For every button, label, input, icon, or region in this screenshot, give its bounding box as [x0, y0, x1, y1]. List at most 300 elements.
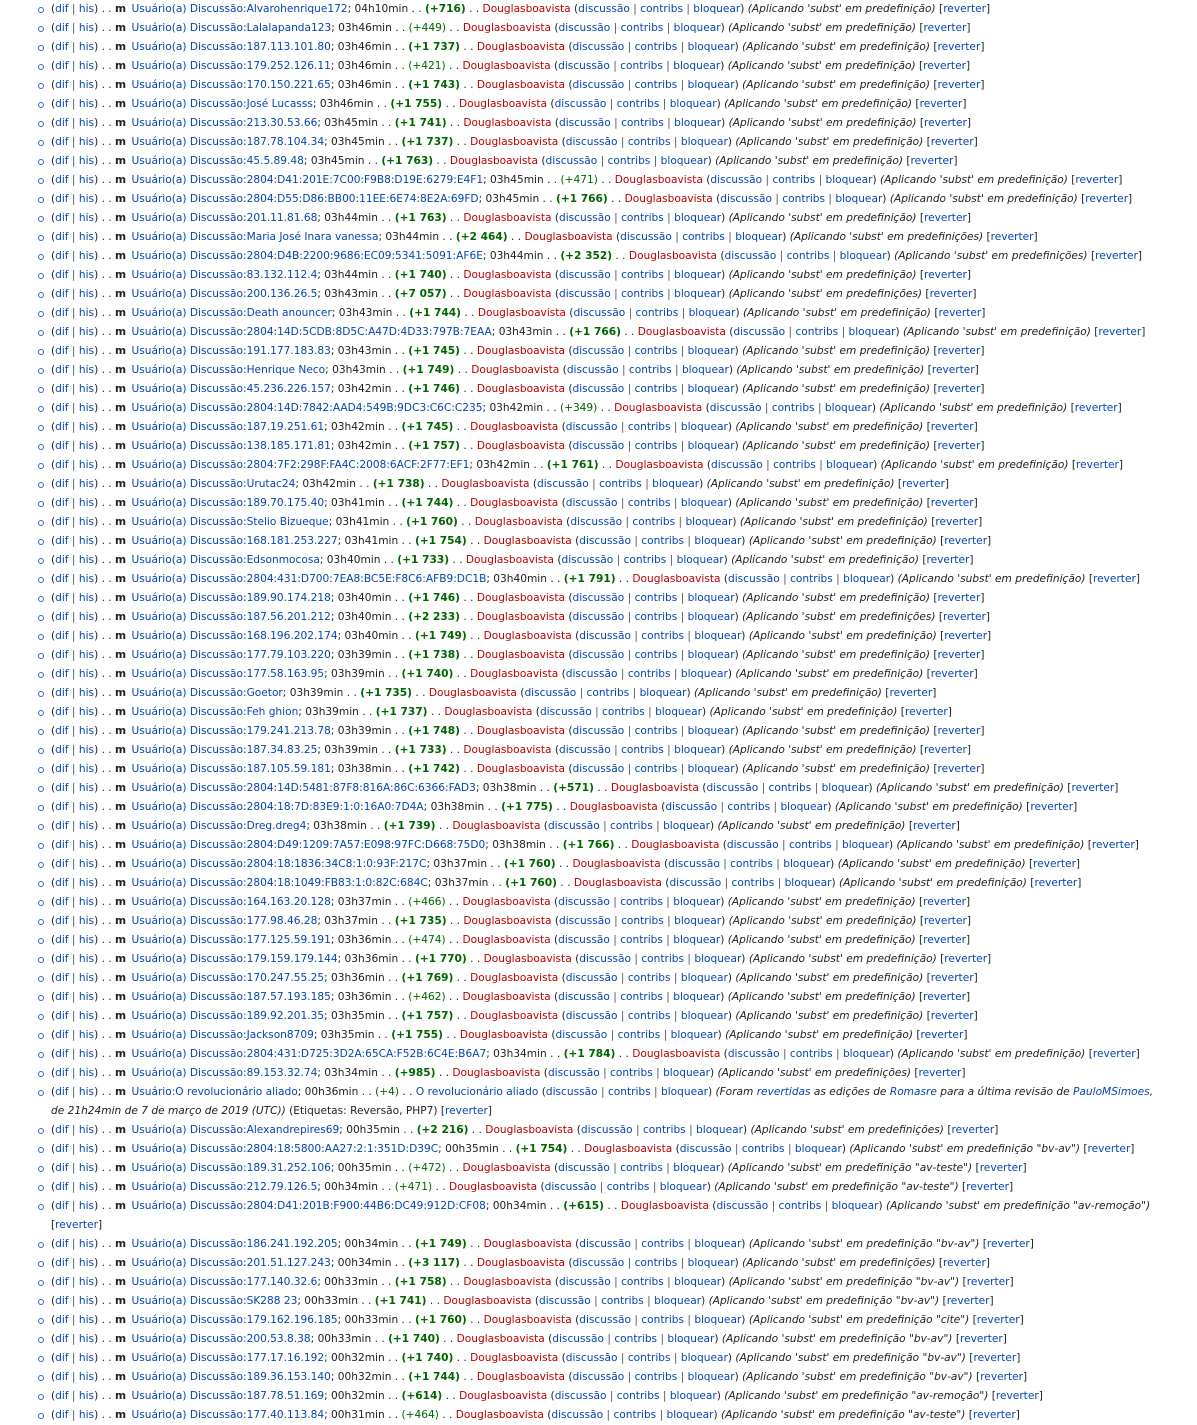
page-link[interactable]: Usuário(a) Discussão:SK288 23 [131, 1295, 298, 1307]
page-link[interactable]: Usuário(a) Discussão:189.70.175.40 [131, 497, 325, 509]
user-link[interactable]: Douglasboavista [573, 877, 662, 889]
revert-link[interactable]: reverter [937, 41, 981, 53]
user-contribs-link[interactable]: contribs [627, 136, 671, 148]
block-user-link[interactable]: bloquear [669, 98, 717, 110]
revert-link[interactable]: reverter [1093, 573, 1136, 585]
user-contribs-link[interactable]: contribs [628, 364, 672, 376]
user-link[interactable]: Douglasboavista [456, 1333, 545, 1345]
user-link[interactable]: Douglasboavista [624, 193, 713, 205]
page-link[interactable]: Usuário(a) Discussão:189.36.153.140 [131, 1371, 331, 1383]
diff-link[interactable]: dif [55, 1067, 69, 1079]
user-contribs-link[interactable]: contribs [795, 326, 839, 338]
block-user-link[interactable]: bloquear [821, 782, 869, 794]
diff-link[interactable]: dif [55, 725, 69, 737]
block-user-link[interactable]: bloquear [669, 1390, 717, 1402]
page-link[interactable]: Usuário(a) Discussão:187.56.201.212 [131, 611, 331, 623]
diff-link[interactable]: dif [55, 250, 69, 262]
history-link[interactable]: his [78, 1409, 95, 1421]
block-user-link[interactable]: bloquear [694, 1238, 742, 1250]
page-link[interactable]: Usuário(a) Discussão:Stelio Bizueque [131, 516, 329, 528]
user-contribs-link[interactable]: contribs [634, 345, 678, 357]
history-link[interactable]: his [78, 421, 95, 433]
block-user-link[interactable]: bloquear [673, 60, 721, 72]
user-contribs-link[interactable]: contribs [772, 174, 816, 186]
user-talk-link[interactable]: discussão [561, 554, 614, 566]
history-link[interactable]: his [78, 554, 95, 566]
page-link[interactable]: Usuário(a) Discussão:201.11.81.68 [131, 212, 318, 224]
user-talk-link[interactable]: discussão [733, 326, 786, 338]
user-talk-link[interactable]: discussão [565, 1352, 618, 1364]
history-link[interactable]: his [78, 649, 95, 661]
block-user-link[interactable]: bloquear [673, 1162, 721, 1174]
user-talk-link[interactable]: discussão [554, 1390, 607, 1402]
diff-link[interactable]: dif [55, 421, 69, 433]
user-contribs-link[interactable]: contribs [789, 1048, 833, 1060]
page-link[interactable]: Usuário(a) Discussão:2804:D49:1209:7A57:E098:97FC:D668:75D0 [131, 839, 486, 851]
revert-link[interactable]: reverter [1092, 1048, 1136, 1060]
user-link[interactable]: Douglasboavista [452, 1067, 541, 1079]
user-link[interactable]: Douglasboavista [459, 1390, 548, 1402]
user-talk-link[interactable]: discussão [565, 136, 618, 148]
revert-link[interactable]: reverter [937, 79, 981, 91]
history-link[interactable]: his [78, 269, 95, 281]
user-talk-link[interactable]: discussão [728, 573, 780, 585]
user-link[interactable]: Douglasboavista [483, 953, 572, 965]
diff-link[interactable]: dif [55, 1390, 69, 1402]
diff-link[interactable]: dif [55, 497, 69, 509]
user-talk-link[interactable]: discussão [580, 1124, 633, 1136]
user-link[interactable]: Douglasboavista [476, 649, 565, 661]
page-link[interactable]: Usuário(a) Discussão:2804:18:5800:AA27:2:1:351D:D39C [131, 1143, 439, 1155]
page-link[interactable]: Usuário(a) Discussão:168.181.253.227 [131, 535, 338, 547]
page-link[interactable]: Usuário(a) Discussão:2804:18:7D:83E9:1:0:16A0:7D4A [131, 801, 424, 813]
diff-link[interactable]: dif [55, 1238, 69, 1250]
history-link[interactable]: his [78, 288, 95, 300]
diff-link[interactable]: dif [55, 79, 69, 91]
user-talk-link[interactable]: discussão [559, 117, 611, 129]
page-link[interactable]: Usuário(a) Discussão:Henrique Neco [131, 364, 326, 376]
user-contribs-link[interactable]: contribs [641, 953, 685, 965]
diff-link[interactable]: dif [55, 307, 69, 319]
revert-link[interactable]: reverter [924, 117, 967, 129]
history-link[interactable]: his [78, 155, 95, 167]
block-user-link[interactable]: bloquear [824, 402, 872, 414]
user-talk-link[interactable]: discussão [558, 991, 610, 1003]
user-talk-link[interactable]: discussão [559, 915, 611, 927]
user-link[interactable]: Douglasboavista [483, 1314, 572, 1326]
block-user-link[interactable]: bloquear [687, 1371, 735, 1383]
revert-link[interactable]: reverter [937, 345, 981, 357]
revert-link[interactable]: reverter [920, 1029, 964, 1041]
user-contribs-link[interactable]: contribs [613, 1409, 657, 1421]
page-link[interactable]: Usuário(a) Discussão:2804:D4B:2200:9686:EC09:5341:5091:AF6E [131, 250, 483, 262]
block-user-link[interactable]: bloquear [826, 459, 874, 471]
history-link[interactable]: his [78, 478, 95, 490]
user-link[interactable]: Douglasboavista [476, 763, 565, 775]
page-link[interactable]: Usuário(a) Discussão:179.241.213.78 [131, 725, 331, 737]
diff-link[interactable]: dif [55, 459, 69, 471]
diff-link[interactable]: dif [55, 155, 69, 167]
user-talk-link[interactable]: discussão [572, 1257, 625, 1269]
diff-link[interactable]: dif [55, 3, 69, 15]
diff-link[interactable]: dif [55, 269, 69, 281]
user-contribs-link[interactable]: contribs [682, 231, 725, 243]
user-contribs-link[interactable]: contribs [768, 782, 812, 794]
user-talk-link[interactable]: discussão [559, 212, 611, 224]
user-contribs-link[interactable]: contribs [621, 269, 664, 281]
revert-link[interactable]: reverter [930, 497, 974, 509]
user-talk-link[interactable]: discussão [565, 497, 618, 509]
diff-link[interactable]: dif [55, 877, 69, 889]
page-link[interactable]: Usuário(a) Discussão:2804:D41:201E:7C00:F9B8:D19E:6279:E4F1 [131, 174, 484, 186]
user-link[interactable]: Douglasboavista [632, 573, 721, 585]
diff-link[interactable]: dif [55, 1124, 69, 1136]
diff-link[interactable]: dif [55, 839, 69, 851]
user-link[interactable]: Douglasboavista [476, 592, 565, 604]
block-user-link[interactable]: bloquear [687, 79, 735, 91]
user-contribs-link[interactable]: contribs [599, 478, 642, 490]
user-contribs-link[interactable]: contribs [621, 915, 664, 927]
page-link[interactable]: Usuário(a) Discussão:Feh ghion [131, 706, 299, 718]
user-talk-link[interactable]: discussão [572, 440, 625, 452]
revert-link[interactable]: reverter [919, 98, 963, 110]
page-link[interactable]: Usuário(a) Discussão:189.92.201.35 [131, 1010, 325, 1022]
user-talk-link[interactable]: discussão [565, 668, 618, 680]
user-link[interactable]: Douglasboavista [462, 60, 551, 72]
user-talk-link[interactable]: discussão [572, 383, 625, 395]
user-talk-link[interactable]: discussão [573, 307, 626, 319]
page-link[interactable]: Usuário(a) Discussão:Dreg.dreg4 [131, 820, 307, 832]
diff-link[interactable]: dif [55, 1352, 69, 1364]
user-talk-link[interactable]: discussão [552, 1333, 605, 1345]
page-link[interactable]: Usuário(a) Discussão:Alvarohenrique172 [131, 3, 348, 15]
diff-link[interactable]: dif [55, 1143, 69, 1155]
user-link[interactable]: Douglasboavista [462, 934, 551, 946]
diff-link[interactable]: dif [55, 231, 69, 243]
block-user-link[interactable]: bloquear [825, 174, 873, 186]
page-link[interactable]: Usuário(a) Discussão:Jackson8709 [131, 1029, 314, 1041]
block-user-link[interactable]: bloquear [831, 1200, 879, 1212]
diff-link[interactable]: dif [55, 573, 69, 585]
revert-link[interactable]: reverter [445, 1105, 488, 1117]
revert-link[interactable]: reverter [946, 1295, 990, 1307]
history-link[interactable]: his [78, 820, 95, 832]
diff-link[interactable]: dif [55, 193, 69, 205]
user-contribs-link[interactable]: contribs [634, 440, 678, 452]
history-link[interactable]: his [78, 22, 95, 34]
revert-link[interactable]: reverter [912, 820, 956, 832]
page-link[interactable]: Usuário(a) Discussão:138.185.171.81 [131, 440, 331, 452]
user-contribs-link[interactable]: contribs [620, 934, 663, 946]
block-user-link[interactable]: bloquear [674, 288, 722, 300]
user-contribs-link[interactable]: contribs [634, 383, 678, 395]
history-link[interactable]: his [78, 630, 95, 642]
user-link[interactable]: Douglasboavista [615, 459, 704, 471]
user-talk-link[interactable]: discussão [558, 1162, 610, 1174]
history-link[interactable]: his [78, 1238, 95, 1250]
revert-link[interactable]: reverter [966, 1181, 1010, 1193]
revert-link[interactable]: reverter [923, 896, 966, 908]
revert-link[interactable]: reverter [1098, 326, 1142, 338]
diff-link[interactable]: dif [55, 896, 69, 908]
block-user-link[interactable]: bloquear [673, 22, 721, 34]
history-link[interactable]: his [78, 497, 95, 509]
revert-link[interactable]: reverter [923, 22, 967, 34]
history-link[interactable]: his [78, 592, 95, 604]
user-link[interactable]: Douglasboavista [476, 345, 565, 357]
revert-link[interactable]: reverter [973, 1352, 1017, 1364]
diff-link[interactable]: dif [55, 820, 69, 832]
block-user-link[interactable]: bloquear [674, 1276, 722, 1288]
user-contribs-link[interactable]: contribs [627, 421, 671, 433]
page-link[interactable]: Usuário(a) Discussão:186.241.192.205 [131, 1238, 338, 1250]
user-talk-link[interactable]: discussão [572, 79, 625, 91]
summary-link[interactable]: revertidas [756, 1086, 811, 1098]
block-user-link[interactable]: bloquear [839, 250, 887, 262]
block-user-link[interactable]: bloquear [696, 1124, 743, 1136]
diff-link[interactable]: dif [55, 1257, 69, 1269]
page-link[interactable]: Usuário(a) Discussão:177.17.16.192 [131, 1352, 325, 1364]
user-contribs-link[interactable]: contribs [771, 402, 815, 414]
revert-link[interactable]: reverter [986, 1238, 1030, 1250]
diff-link[interactable]: dif [55, 668, 69, 680]
diff-link[interactable]: dif [55, 744, 69, 756]
user-talk-link[interactable]: discussão [524, 687, 577, 699]
history-link[interactable]: his [78, 326, 95, 338]
user-contribs-link[interactable]: contribs [773, 459, 816, 471]
block-user-link[interactable]: bloquear [680, 668, 728, 680]
user-contribs-link[interactable]: contribs [620, 60, 663, 72]
user-link[interactable]: Douglasboavista [470, 497, 559, 509]
page-link[interactable]: Usuário(a) Discussão:164.163.20.128 [131, 896, 331, 908]
user-contribs-link[interactable]: contribs [642, 1124, 686, 1136]
history-link[interactable]: his [78, 782, 95, 794]
block-user-link[interactable]: bloquear [687, 345, 735, 357]
diff-link[interactable]: dif [55, 288, 69, 300]
user-link[interactable]: Douglasboavista [470, 1352, 559, 1364]
page-link[interactable]: Usuário(a) Discussão:189.90.174.218 [131, 592, 331, 604]
revert-link[interactable]: reverter [990, 231, 1034, 243]
revert-link[interactable]: reverter [924, 744, 967, 756]
user-link[interactable]: Douglasboavista [462, 896, 551, 908]
user-talk-link[interactable]: discussão [620, 231, 672, 243]
history-link[interactable]: his [78, 744, 95, 756]
diff-link[interactable]: dif [55, 41, 69, 53]
diff-link[interactable]: dif [55, 1314, 69, 1326]
block-user-link[interactable]: bloquear [667, 1333, 715, 1345]
user-contribs-link[interactable]: contribs [617, 1029, 661, 1041]
page-link[interactable]: Usuário(a) Discussão:177.140.32.6 [131, 1276, 318, 1288]
page-link[interactable]: Usuário(a) Discussão:177.98.46.28 [131, 915, 318, 927]
page-link[interactable]: Usuário:O revolucionário aliado [131, 1086, 298, 1098]
page-link[interactable]: Usuário(a) Discussão:Alexandrepires69 [131, 1124, 340, 1136]
user-link[interactable]: Douglasboavista [476, 611, 565, 623]
block-user-link[interactable]: bloquear [681, 364, 729, 376]
user-talk-link[interactable]: discussão [572, 345, 625, 357]
diff-link[interactable]: dif [55, 706, 69, 718]
user-talk-link[interactable]: discussão [579, 535, 631, 547]
user-contribs-link[interactable]: contribs [586, 687, 630, 699]
user-contribs-link[interactable]: contribs [601, 1295, 644, 1307]
user-contribs-link[interactable]: contribs [614, 1333, 658, 1345]
diff-link[interactable]: dif [55, 1181, 69, 1193]
page-link[interactable]: Usuário(a) Discussão:2804:14D:7842:AAD4:549B:9DC3:C6C:C235 [131, 402, 483, 414]
user-link[interactable]: Douglasboavista [632, 1048, 721, 1060]
block-user-link[interactable]: bloquear [687, 725, 735, 737]
user-talk-link[interactable]: discussão [558, 22, 611, 34]
user-link[interactable]: Douglasboavista [455, 1409, 544, 1421]
revert-link[interactable]: reverter [1074, 402, 1118, 414]
user-contribs-link[interactable]: contribs [616, 1390, 660, 1402]
block-user-link[interactable]: bloquear [694, 953, 742, 965]
history-link[interactable]: his [78, 573, 95, 585]
revert-link[interactable]: reverter [966, 1276, 1010, 1288]
block-user-link[interactable]: bloquear [660, 155, 708, 167]
user-link[interactable]: Douglasboavista [462, 22, 551, 34]
user-contribs-link[interactable]: contribs [627, 497, 671, 509]
user-contribs-link[interactable]: contribs [788, 839, 832, 851]
block-user-link[interactable]: bloquear [783, 858, 831, 870]
history-link[interactable]: his [78, 1333, 95, 1345]
history-link[interactable]: his [78, 1067, 95, 1079]
user-link[interactable]: Douglasboavista [524, 231, 613, 243]
user-link[interactable]: Douglasboavista [476, 1257, 565, 1269]
diff-link[interactable]: dif [55, 782, 69, 794]
block-user-link[interactable]: bloquear [694, 535, 742, 547]
block-user-link[interactable]: bloquear [694, 1314, 742, 1326]
diff-link[interactable]: dif [55, 991, 69, 1003]
block-user-link[interactable]: bloquear [680, 972, 728, 984]
user-contribs-link[interactable]: contribs [634, 763, 678, 775]
revert-link[interactable]: reverter [943, 611, 986, 623]
history-link[interactable]: his [78, 991, 95, 1003]
history-link[interactable]: his [78, 516, 95, 528]
revert-link[interactable]: reverter [930, 1010, 974, 1022]
user-link[interactable]: Douglasboavista [452, 820, 541, 832]
user-link[interactable]: Douglasboavista [463, 117, 552, 129]
revert-link[interactable]: reverter [944, 630, 988, 642]
user-talk-link[interactable]: discussão [565, 421, 618, 433]
diff-link[interactable]: dif [55, 1086, 69, 1098]
page-link[interactable]: Usuário(a) Discussão:212.79.126.5 [131, 1181, 318, 1193]
user-talk-link[interactable]: discussão [559, 269, 611, 281]
page-link[interactable]: Usuário(a) Discussão:170.150.221.65 [131, 79, 331, 91]
user-link[interactable]: Douglasboavista [474, 516, 563, 528]
block-user-link[interactable]: bloquear [680, 136, 728, 148]
history-link[interactable]: his [78, 1314, 95, 1326]
page-link[interactable]: Usuário(a) Discussão:187.19.251.61 [131, 421, 325, 433]
block-user-link[interactable]: bloquear [842, 1048, 890, 1060]
user-link[interactable]: Douglasboavista [444, 706, 533, 718]
user-contribs-link[interactable]: contribs [790, 573, 833, 585]
page-link[interactable]: Usuário(a) Discussão:Lalalapanda123 [131, 22, 332, 34]
user-contribs-link[interactable]: contribs [620, 22, 664, 34]
user-link[interactable]: Douglasboavista [637, 326, 726, 338]
block-user-link[interactable]: bloquear [693, 3, 741, 15]
diff-link[interactable]: dif [55, 22, 69, 34]
user-contribs-link[interactable]: contribs [607, 1086, 651, 1098]
revert-link[interactable]: reverter [929, 288, 973, 300]
diff-link[interactable]: dif [55, 402, 69, 414]
diff-link[interactable]: dif [55, 136, 69, 148]
block-user-link[interactable]: bloquear [652, 478, 700, 490]
user-talk-link[interactable]: discussão [572, 592, 625, 604]
history-link[interactable]: his [78, 79, 95, 91]
user-talk-link[interactable]: discussão [565, 1010, 618, 1022]
user-link[interactable]: Douglasboavista [470, 972, 559, 984]
revert-link[interactable]: reverter [930, 136, 974, 148]
page-link[interactable]: Usuário(a) Discussão:Maria José Inara vanessa [131, 231, 379, 243]
revert-link[interactable]: reverter [1033, 858, 1076, 870]
user-link[interactable]: Douglasboavista [463, 212, 552, 224]
user-talk-link[interactable]: discussão [578, 3, 630, 15]
user-talk-link[interactable]: discussão [716, 1200, 769, 1212]
user-talk-link[interactable]: discussão [727, 1048, 780, 1060]
user-contribs-link[interactable]: contribs [634, 611, 678, 623]
user-talk-link[interactable]: discussão [545, 155, 598, 167]
page-link[interactable]: Usuário(a) Discussão:2804:7F2:298F:FA4C:2008:6ACF:2F77:EF1 [131, 459, 470, 471]
diff-link[interactable]: dif [55, 687, 69, 699]
diff-link[interactable]: dif [55, 60, 69, 72]
diff-link[interactable]: dif [55, 345, 69, 357]
page-link[interactable]: Usuário(a) Discussão:177.40.113.84 [131, 1409, 325, 1421]
page-link[interactable]: Usuário(a) Discussão:2804:14D:5CDB:8D5C:A47D:4D33:797B:7EAA [131, 326, 492, 338]
history-link[interactable]: his [78, 250, 95, 262]
user-contribs-link[interactable]: contribs [634, 41, 678, 53]
diff-link[interactable]: dif [55, 630, 69, 642]
user-link[interactable]: Douglasboavista [476, 1371, 565, 1383]
diff-link[interactable]: dif [55, 535, 69, 547]
user-contribs-link[interactable]: contribs [621, 117, 664, 129]
user-contribs-link[interactable]: contribs [727, 801, 771, 813]
history-link[interactable]: his [78, 801, 95, 813]
user-talk-link[interactable]: discussão [711, 459, 763, 471]
history-link[interactable]: his [78, 1257, 95, 1269]
user-talk-link[interactable]: discussão [551, 1409, 604, 1421]
user-contribs-link[interactable]: contribs [641, 1314, 685, 1326]
diff-link[interactable]: dif [55, 1276, 69, 1288]
history-link[interactable]: his [78, 440, 95, 452]
history-link[interactable]: his [78, 1295, 95, 1307]
block-user-link[interactable]: bloquear [670, 1029, 718, 1041]
revert-link[interactable]: reverter [980, 1371, 1023, 1383]
user-contribs-link[interactable]: contribs [627, 1352, 671, 1364]
revert-link[interactable]: reverter [937, 763, 981, 775]
block-user-link[interactable]: bloquear [687, 592, 735, 604]
history-link[interactable]: his [78, 1029, 95, 1041]
user-talk-link[interactable]: discussão [726, 839, 779, 851]
user-talk-link[interactable]: discussão [566, 364, 619, 376]
user-talk-link[interactable]: discussão [679, 1143, 732, 1155]
page-link[interactable]: Usuário(a) Discussão:2804:D55:D86:BB00:11EE:6E74:8E2A:69FD [131, 193, 479, 205]
diff-link[interactable]: dif [55, 212, 69, 224]
history-link[interactable]: his [78, 1086, 95, 1098]
page-link[interactable]: Usuário(a) Discussão:Edsonmocosa [131, 554, 320, 566]
history-link[interactable]: his [78, 896, 95, 908]
diff-link[interactable]: dif [55, 592, 69, 604]
diff-link[interactable]: dif [55, 98, 69, 110]
revert-link[interactable]: reverter [937, 649, 981, 661]
block-user-link[interactable]: bloquear [687, 763, 735, 775]
diff-link[interactable]: dif [55, 117, 69, 129]
user-talk-link[interactable]: discussão [545, 1086, 598, 1098]
revert-link[interactable]: reverter [976, 1314, 1020, 1326]
user-talk-link[interactable]: discussão [570, 516, 623, 528]
block-user-link[interactable]: bloquear [687, 649, 735, 661]
user-link[interactable]: Douglasboavista [463, 1276, 552, 1288]
user-contribs-link[interactable]: contribs [606, 1181, 650, 1193]
block-user-link[interactable]: bloquear [674, 212, 722, 224]
